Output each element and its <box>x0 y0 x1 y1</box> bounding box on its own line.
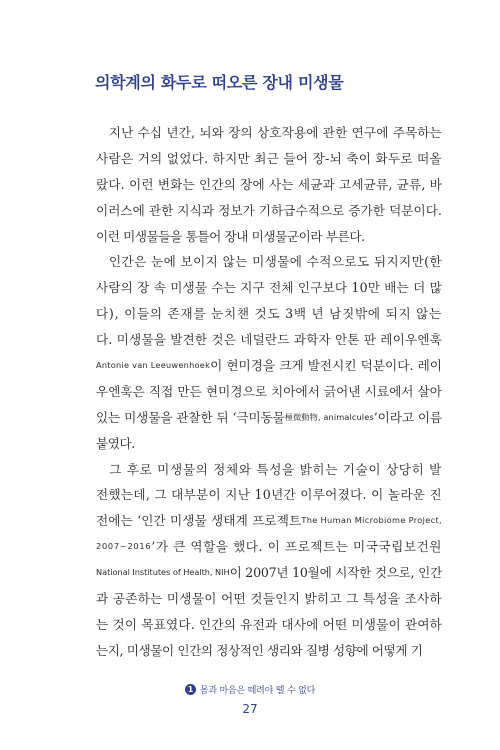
text-segment: 다), 이들의 존재를 눈치챈 것도 3백 년 남짓밖에 되지 않는 <box>96 306 442 322</box>
text-line <box>96 301 442 327</box>
inline-annotation: 2007~2016 <box>96 541 152 552</box>
inline-annotation: National Institutes of Health, NIH <box>96 567 230 578</box>
text-segment: ’이라고 이름 <box>373 409 442 425</box>
text-segment: 다. 미생물을 발견한 것은 네덜란드 과학자 안톤 판 레이우엔훅 <box>96 332 442 348</box>
text-line <box>96 353 442 379</box>
page-number: 27 <box>242 702 258 716</box>
text-line <box>96 146 442 172</box>
text-line <box>96 275 442 301</box>
text-segment: 사람은 거의 없었다. 하지만 최근 들어 장-뇌 축이 화두로 떠올 <box>96 150 442 166</box>
text-segment: 이 현미경을 크게 발전시킨 덕분이다. 레이 <box>210 358 442 374</box>
inline-annotation: 極微動物, animalcules <box>284 411 374 422</box>
text-segment: 과 공존하는 미생물이 어떤 것들인지 밝히고 그 특성을 조사하 <box>96 591 442 607</box>
text-segment: 지난 수십 년간, 뇌와 장의 상호작용에 관한 연구에 주목하는 <box>96 125 442 140</box>
text-segment: 사람의 장 속 미생물 수는 지구 전체 인구보다 10만 배는 더 많 <box>96 280 442 296</box>
body-text <box>96 120 442 664</box>
text-segment: 전에는 ‘인간 미생물 생태계 프로젝트 <box>96 513 302 529</box>
inline-annotation: Antonie van Leeuwenhoek <box>96 360 211 371</box>
text-line <box>96 638 442 664</box>
text-line <box>96 172 442 198</box>
inline-annotation: The Human Microbiome Project, <box>301 515 442 526</box>
text-line <box>96 431 442 457</box>
text-line <box>96 560 442 586</box>
text-line <box>96 508 442 534</box>
text-segment: ’가 큰 역할을 했다. 이 프로젝트는 미국국립보건원 <box>151 539 442 555</box>
text-line <box>96 482 442 508</box>
text-segment: 이 2007년 10월에 시작한 것으로, 인간 <box>229 565 442 581</box>
text-segment: 는 것이 목표였다. 인간의 유전과 대사에 어떤 미생물이 관여하 <box>96 616 442 632</box>
running-footer <box>0 683 500 696</box>
chapter-number-badge: 1 <box>185 684 196 695</box>
text-segment: 인간은 눈에 보이지 않는 미생물에 수적으로도 뒤지지만(한 <box>96 254 442 270</box>
text-line <box>96 534 442 560</box>
section-heading: 의학계의 화두로 떠오른 장내 미생물 <box>95 73 344 92</box>
text-segment: 있는 미생물을 관찰한 뒤 ‘극미동물 <box>96 409 285 425</box>
chapter-title: 몸과 마음은 떼려야 뗄 수 없다 <box>199 686 316 696</box>
text-line <box>96 249 442 275</box>
text-segment: 랐다. 이런 변화는 인간의 장에 사는 세균과 고세균류, 균류, 바 <box>96 176 442 192</box>
text-segment: 이러스에 관한 지식과 정보가 기하급수적으로 증가한 덕분이다. <box>96 202 442 218</box>
text-line <box>96 327 442 353</box>
text-segment: 우엔훅은 직접 만든 현미경으로 치아에서 긁어낸 시료에서 살아 <box>96 383 442 399</box>
text-line <box>96 405 442 431</box>
text-line <box>96 120 442 146</box>
text-segment: 이런 미생물들을 통틀어 장내 미생물군이라 부른다. <box>96 228 365 244</box>
text-segment: 는지, 미생물이 인간의 정상적인 생리와 질병 성향에 어떻게 기 <box>96 642 423 658</box>
text-line <box>96 457 442 483</box>
text-line <box>96 379 442 405</box>
text-segment: 붙였다. <box>96 435 135 451</box>
text-line <box>96 612 442 638</box>
text-line <box>96 224 442 250</box>
text-line <box>96 198 442 224</box>
text-line <box>96 586 442 612</box>
text-segment: 그 후로 미생물의 정체와 특성을 밝히는 기술이 상당히 발 <box>96 461 442 477</box>
text-segment: 전했는데, 그 대부분이 지난 10년간 이루어졌다. 이 놀라운 진 <box>96 487 442 503</box>
